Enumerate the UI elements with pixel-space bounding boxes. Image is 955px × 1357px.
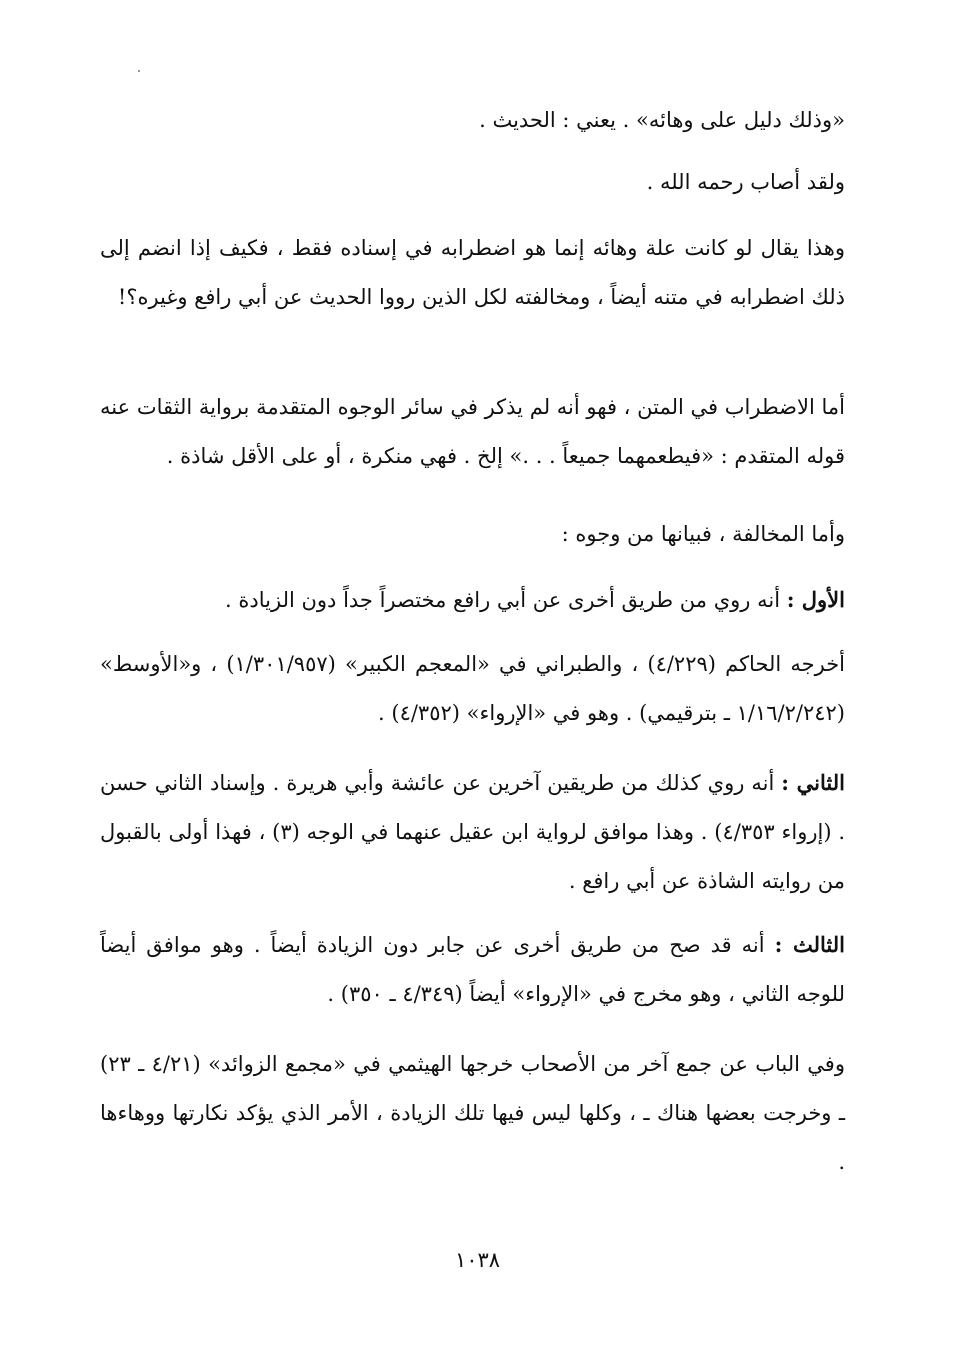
paragraph-1: «وذلك دليل على وهائه» . يعني : الحديث .	[479, 108, 845, 132]
paragraph-5: وأما المخالفة ، فبيانها من وجوه :	[561, 522, 845, 546]
paragraph-3: وهذا يقال لو كانت علة وهائه إنما هو اضطرابه في إسناده فقط ، فكيف إذا انضم إلى ذلك اضطرابه في متنه أيضاً ، ومخالفته لكل الذين رووا الحديث عن أبي رافع وغيره؟!	[100, 236, 845, 309]
scan-speck	[138, 70, 140, 72]
paragraph-6-body: أنه روي من طريق أخرى عن أبي رافع مختصراً جداً دون الزيادة .	[225, 588, 787, 612]
paragraph-9-body: أنه قد صح من طريق أخرى عن جابر دون الزيادة أيضاً . وهو موافق أيضاً للوجه الثاني ، وهو مخرج في «الإرواء» أيضاً (٤/٣٤٩ ـ ٣٥٠) .	[100, 933, 845, 1006]
paragraph-9-lead: الثالث :	[774, 932, 845, 957]
paragraph-6-lead: الأول :	[786, 587, 845, 612]
paragraph-8	[100, 758, 845, 906]
paragraph-2: ولقد أصاب رحمه الله .	[646, 170, 845, 194]
paragraph-10: وفي الباب عن جمع آخر من الأصحاب خرجها الهيثمي في «مجمع الزوائد» (٤/٢١ ـ ٢٣) ـ وخرجت بعضها هناك ـ ، وكلها ليس فيها تلك الزيادة ، الأمر الذي يؤكد نكارتها ووهاءها .	[100, 1052, 845, 1174]
paragraph-7: أخرجه الحاكم (٤/٢٢٩) ، والطبراني في «المعجم الكبير» (١/٣٠١/٩٥٧) ، و«الأوسط» (١/١٦/٢/٢٤٢ ـ بترقيمي) . وهو في «الإرواء» (٤/٣٥٢) .	[100, 652, 846, 725]
paragraph-4: أما الاضطراب في المتن ، فهو أنه لم يذكر في سائر الوجوه المتقدمة برواية الثقات عنه قوله المتقدم : «فيطعمهما جميعاً . . .» إلخ . فهي منكرة ، أو على الأقل شاذة .	[100, 395, 845, 468]
page-number: ١٠٣٨	[454, 1248, 501, 1272]
paragraph-8-lead: الثاني :	[781, 770, 845, 795]
paragraph-6	[100, 575, 845, 625]
paragraph-8-body: أنه روي كذلك من طريقين آخرين عن عائشة وأبي هريرة . وإسناد الثاني حسن . (إرواء ٤/٣٥٣) . وهذا موافق لرواية ابن عقيل عنهما في الوجه (٣) ، فهذا أولى بالقبول من روايته الشاذة عن أبي رافع .	[100, 771, 846, 893]
paragraph-9	[100, 920, 845, 1019]
